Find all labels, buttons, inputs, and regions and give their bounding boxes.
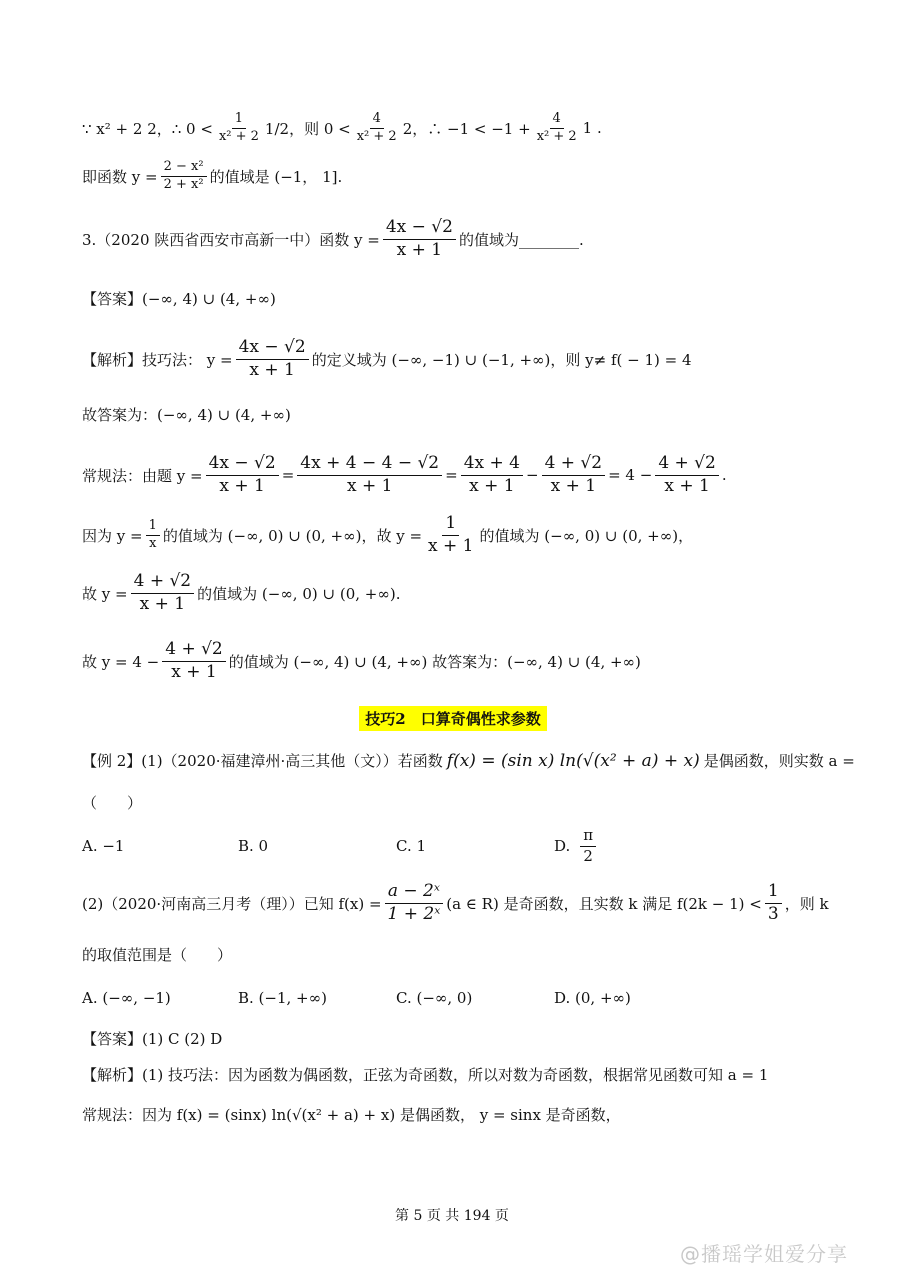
text: 的取值范围是（ ） [82, 946, 233, 964]
option-c: C. (−∞, 0) [396, 989, 473, 1007]
therefore-line-1 [82, 572, 824, 614]
section-heading [82, 706, 824, 731]
text: 的值域为 (−∞, 4) ∪ (4, +∞) 故答案为：(−∞, 4) ∪ (4, +∞) [228, 652, 641, 671]
example-2-part-1 [82, 750, 855, 771]
period: . [721, 466, 727, 485]
fraction: $\frac{4x - √2}{x + 1}$ [383, 218, 456, 260]
conventional-method-2 [82, 1104, 824, 1125]
text: 的值域为________. [458, 230, 584, 249]
fraction: $\frac{1}{x + 1}$ [428, 513, 474, 556]
example-2-paren [82, 792, 824, 813]
text: 【解析】技巧法： y = [82, 350, 233, 369]
fraction: $\frac{4x - √2}{x + 1}$ [236, 338, 309, 380]
text: 是偶函数，则实数 a = [703, 752, 855, 770]
fraction: $\frac{4 + √2}{x + 1}$ [131, 572, 195, 614]
option-b: B. (−1, +∞) [238, 989, 327, 1007]
equals: = [281, 466, 295, 485]
analysis-3 [82, 338, 824, 380]
fraction: $\frac{4x - √2}{x + 1}$ [206, 454, 279, 496]
text: 1 . [582, 119, 602, 138]
fraction: $\frac{\pi}{2}$ [580, 827, 596, 865]
conventional-method [82, 454, 824, 496]
text: (a ∈ R) 是奇函数，且实数 k 满足 f(2k − 1) < [446, 894, 762, 913]
answer-line-1 [82, 404, 824, 425]
fraction: $\frac{4x + 4}{x + 1}$ [461, 454, 523, 496]
text: = 4 − [608, 466, 653, 485]
text: 故 y = 4 − [82, 652, 160, 671]
fraction: $\frac{\text{a − 2ˣ}}{\text{1 + 2ˣ}}$ [385, 882, 444, 924]
fraction: $\frac{4x + 4 - 4 - √2}{x + 1}$ [297, 454, 442, 496]
fraction: $\frac{4 + √2}{x + 1}$ [542, 454, 606, 496]
text: (2)（2020·河南高三月考（理））已知 f(x) = [82, 894, 382, 913]
fraction: $\frac{4 + √2}{x + 1}$ [655, 454, 719, 496]
therefore-line-2 [82, 640, 824, 682]
page-footer: 第 5 页 共 194 页 [395, 1208, 509, 1224]
question-3 [82, 218, 824, 260]
option-d [554, 827, 599, 865]
fraction: $\frac{4}{\text{x² + 2}}$ [356, 111, 397, 144]
text: 【例 2】(1)（2020·福建漳州·高三其他（文））若函数 [82, 752, 443, 770]
answer-2 [82, 1028, 824, 1049]
fraction: $\frac{4 + √2}{x + 1}$ [162, 640, 226, 682]
text: 的值域为 (−∞, 0) ∪ (0, +∞)，故 y = [162, 526, 423, 545]
answer-3 [82, 288, 824, 309]
text: 即函数 y = [82, 167, 158, 186]
watermark: @播瑶学姐爱分享 [680, 1242, 848, 1266]
because-line [82, 514, 824, 556]
option-b: B. 0 [238, 837, 269, 855]
text: 故 y = [82, 584, 128, 603]
text: 的值域为 (−∞, 0) ∪ (0, +∞)， [479, 526, 694, 545]
text: 【答案】(1) C (2) D [82, 1030, 223, 1048]
fraction: $\frac{\text{2 − x²}}{\text{2 + x²}}$ [161, 160, 207, 193]
text: 的定义域为 (−∞, −1) ∪ (−1, +∞)，则 y≠ f( − 1) = 4 [311, 350, 692, 369]
text: 1/2，则 0 < [264, 119, 351, 138]
text: 【解析】(1) 技巧法：因为函数为偶函数，正弦为奇函数，所以对数为奇函数，根据常见函数可知 a = 1 [82, 1066, 769, 1084]
text: 常规法：由题 y = [82, 466, 203, 485]
text: ，则 k [784, 894, 829, 913]
text: （ ） [82, 794, 143, 812]
fraction: $\frac{1}{3}$ [765, 882, 782, 924]
fraction: $\frac{1}{x}$ [146, 519, 160, 552]
text: 常规法：因为 f(x) = (sinx) ln(√(x² + a) + x) 是偶函数， y = sinx 是奇函数， [82, 1106, 621, 1124]
highlighted-heading: 技巧2 口算奇偶性求参数 [359, 706, 546, 731]
option-a: A. (−∞, −1) [82, 989, 171, 1007]
text: 的值域为 (−∞, 0) ∪ (0, +∞). [197, 584, 401, 603]
text: ∵ x² + 2 2，∴ 0 < [82, 119, 213, 138]
options-1 [82, 826, 824, 866]
option-d-label: D. [554, 837, 571, 855]
text: 3.（2020 陕西省西安市高新一中）函数 y = [82, 230, 380, 249]
solution-line-1 [82, 112, 824, 145]
solution-line-2 [82, 160, 824, 193]
text: 2，∴ −1 < −1 + [402, 119, 531, 138]
text: 【答案】(−∞, 4) ∪ (4, +∞) [82, 290, 276, 308]
equals: = [445, 466, 458, 485]
option-d: D. (0, +∞) [554, 989, 631, 1007]
text: 的值域是 (−1， 1]. [209, 167, 343, 186]
options-2 [82, 986, 824, 1010]
minus: − [525, 466, 539, 485]
example-2-part-2 [82, 881, 829, 924]
fraction: $\frac{4}{\text{x² + 2}}$ [536, 111, 577, 144]
example-2-part-2-cont [82, 944, 824, 965]
option-a: A. −1 [82, 837, 125, 855]
option-c: C. 1 [396, 837, 427, 855]
formula: f(x) = (sin x) ln(√(x² + a) + x) [446, 750, 700, 771]
fraction: $\frac{1}{\text{x² + 2}}$ [218, 111, 259, 144]
text: 因为 y = [82, 526, 143, 545]
analysis-2 [82, 1064, 824, 1085]
text: 故答案为：(−∞, 4) ∪ (4, +∞) [82, 406, 291, 424]
